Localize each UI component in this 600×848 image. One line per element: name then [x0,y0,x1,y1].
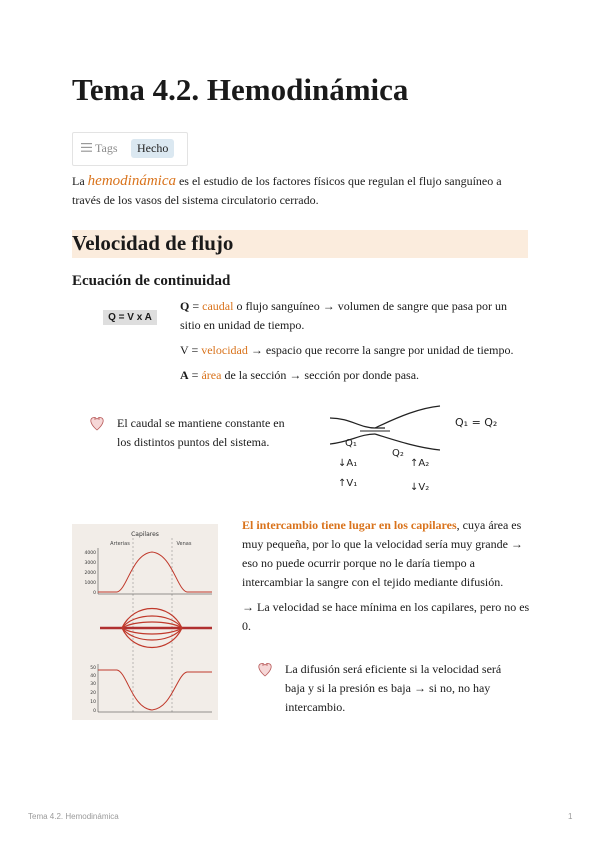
callout-text: La difusión será eficiente si la velocidad será baja y si la presión es baja → si no, no hay intercambio. [285,662,502,714]
capillary-velocity-diagram [72,524,218,720]
definition-eq: = [188,343,202,357]
definitions [180,297,528,391]
area-tick: 4000 [84,551,96,556]
velocity-tick: 0 [93,709,96,714]
intro-post: es el estudio de los factores físicos que regulan el flujo sanguíneo a través de los vasos del sistema circulatorio cerrado. [72,174,502,207]
sketch-q2: Q₂ [392,448,404,459]
velocity-tick: 10 [90,700,96,705]
area-tick: 3000 [84,561,96,566]
tags-property [72,132,188,166]
intro-term: hemodinámica [87,173,176,189]
area-tick: 2000 [84,571,96,576]
heart-organ-icon [258,662,272,678]
footer-title: Tema 4.2. Hemodinámica [28,812,119,821]
intro-paragraph [72,172,532,210]
callout-text: El caudal se mantiene constante en los distintos puntos del sistema. [117,416,285,449]
velocity-tick: 50 [90,666,96,671]
definition-symbol: A [180,368,189,382]
tags-label: Tags [95,141,118,155]
exchange-text: , cuya área es muy pequeña, por lo que la velocidad sería muy grande → eso no puede ocurrir porque no le daría tiempo a intercambiar la sangre con el tejido mediante difusión. [242,518,523,589]
definition-text: o flujo sanguíneo → volumen de sangre que pasa por un sitio en unidad de tiempo. [180,299,508,332]
vessel-bottom-right [375,434,440,450]
exchange-main [242,516,530,592]
area-tick: 0 [93,591,96,596]
sketch-q1: Q₁ [345,438,357,449]
callout-difusion [258,660,508,717]
callout-caudal [90,414,290,452]
definition-term: área [201,368,222,382]
page-title: Tema 4.2. Hemodinámica [72,72,409,107]
exchange-paragraph [242,516,530,642]
definition-symbol: Q [180,299,190,313]
sketch-equation: Q₁ = Q₂ [455,416,498,429]
diagram-title: Capilares [131,531,159,538]
definition-eq: = [189,299,203,313]
definition-text: → espacio que recorre la sangre por unidad de tiempo. [247,343,514,357]
sketch-a2: ↑A₂ [410,458,430,469]
definition-symbol: V [180,343,189,357]
diagram-col-right: Venas [176,541,192,547]
heart-organ-icon [90,416,104,432]
velocity-tick: 30 [90,682,96,687]
definition-term: velocidad [201,343,248,357]
continuity-sketch [330,398,530,498]
definition-eq: = [188,368,202,382]
definition-q [180,297,528,335]
definition-text: de la sección → sección por donde pasa. [221,368,420,382]
velocity-tick: 40 [90,674,96,679]
sketch-v1: ↑V₁ [338,478,358,489]
diagram-col-left: Arterias [110,541,130,547]
exchange-highlight: El intercambio tiene lugar en los capilares [242,518,457,532]
footer-page-number: 1 [568,812,573,821]
definition-term: caudal [202,299,234,313]
velocity-tick: 20 [90,691,96,696]
definition-a [180,366,528,385]
area-tick: 1000 [84,581,96,586]
subsection-heading: Ecuación de continuidad [72,273,231,289]
definition-v [180,341,528,360]
formula-badge: Q = V x A [103,310,157,325]
tag-chip[interactable]: Hecho [131,139,174,158]
sketch-v2: ↓V₂ [410,482,430,493]
list-icon [81,143,92,152]
exchange-note: → La velocidad se hace mínima en los capilares, pero no es 0. [242,600,530,633]
section-heading-text: Velocidad de flujo [72,231,234,255]
section-heading [72,230,528,258]
vessel-top-right [375,406,440,428]
sketch-a1: ↓A₁ [338,458,358,469]
intro-pre: La [72,174,88,188]
